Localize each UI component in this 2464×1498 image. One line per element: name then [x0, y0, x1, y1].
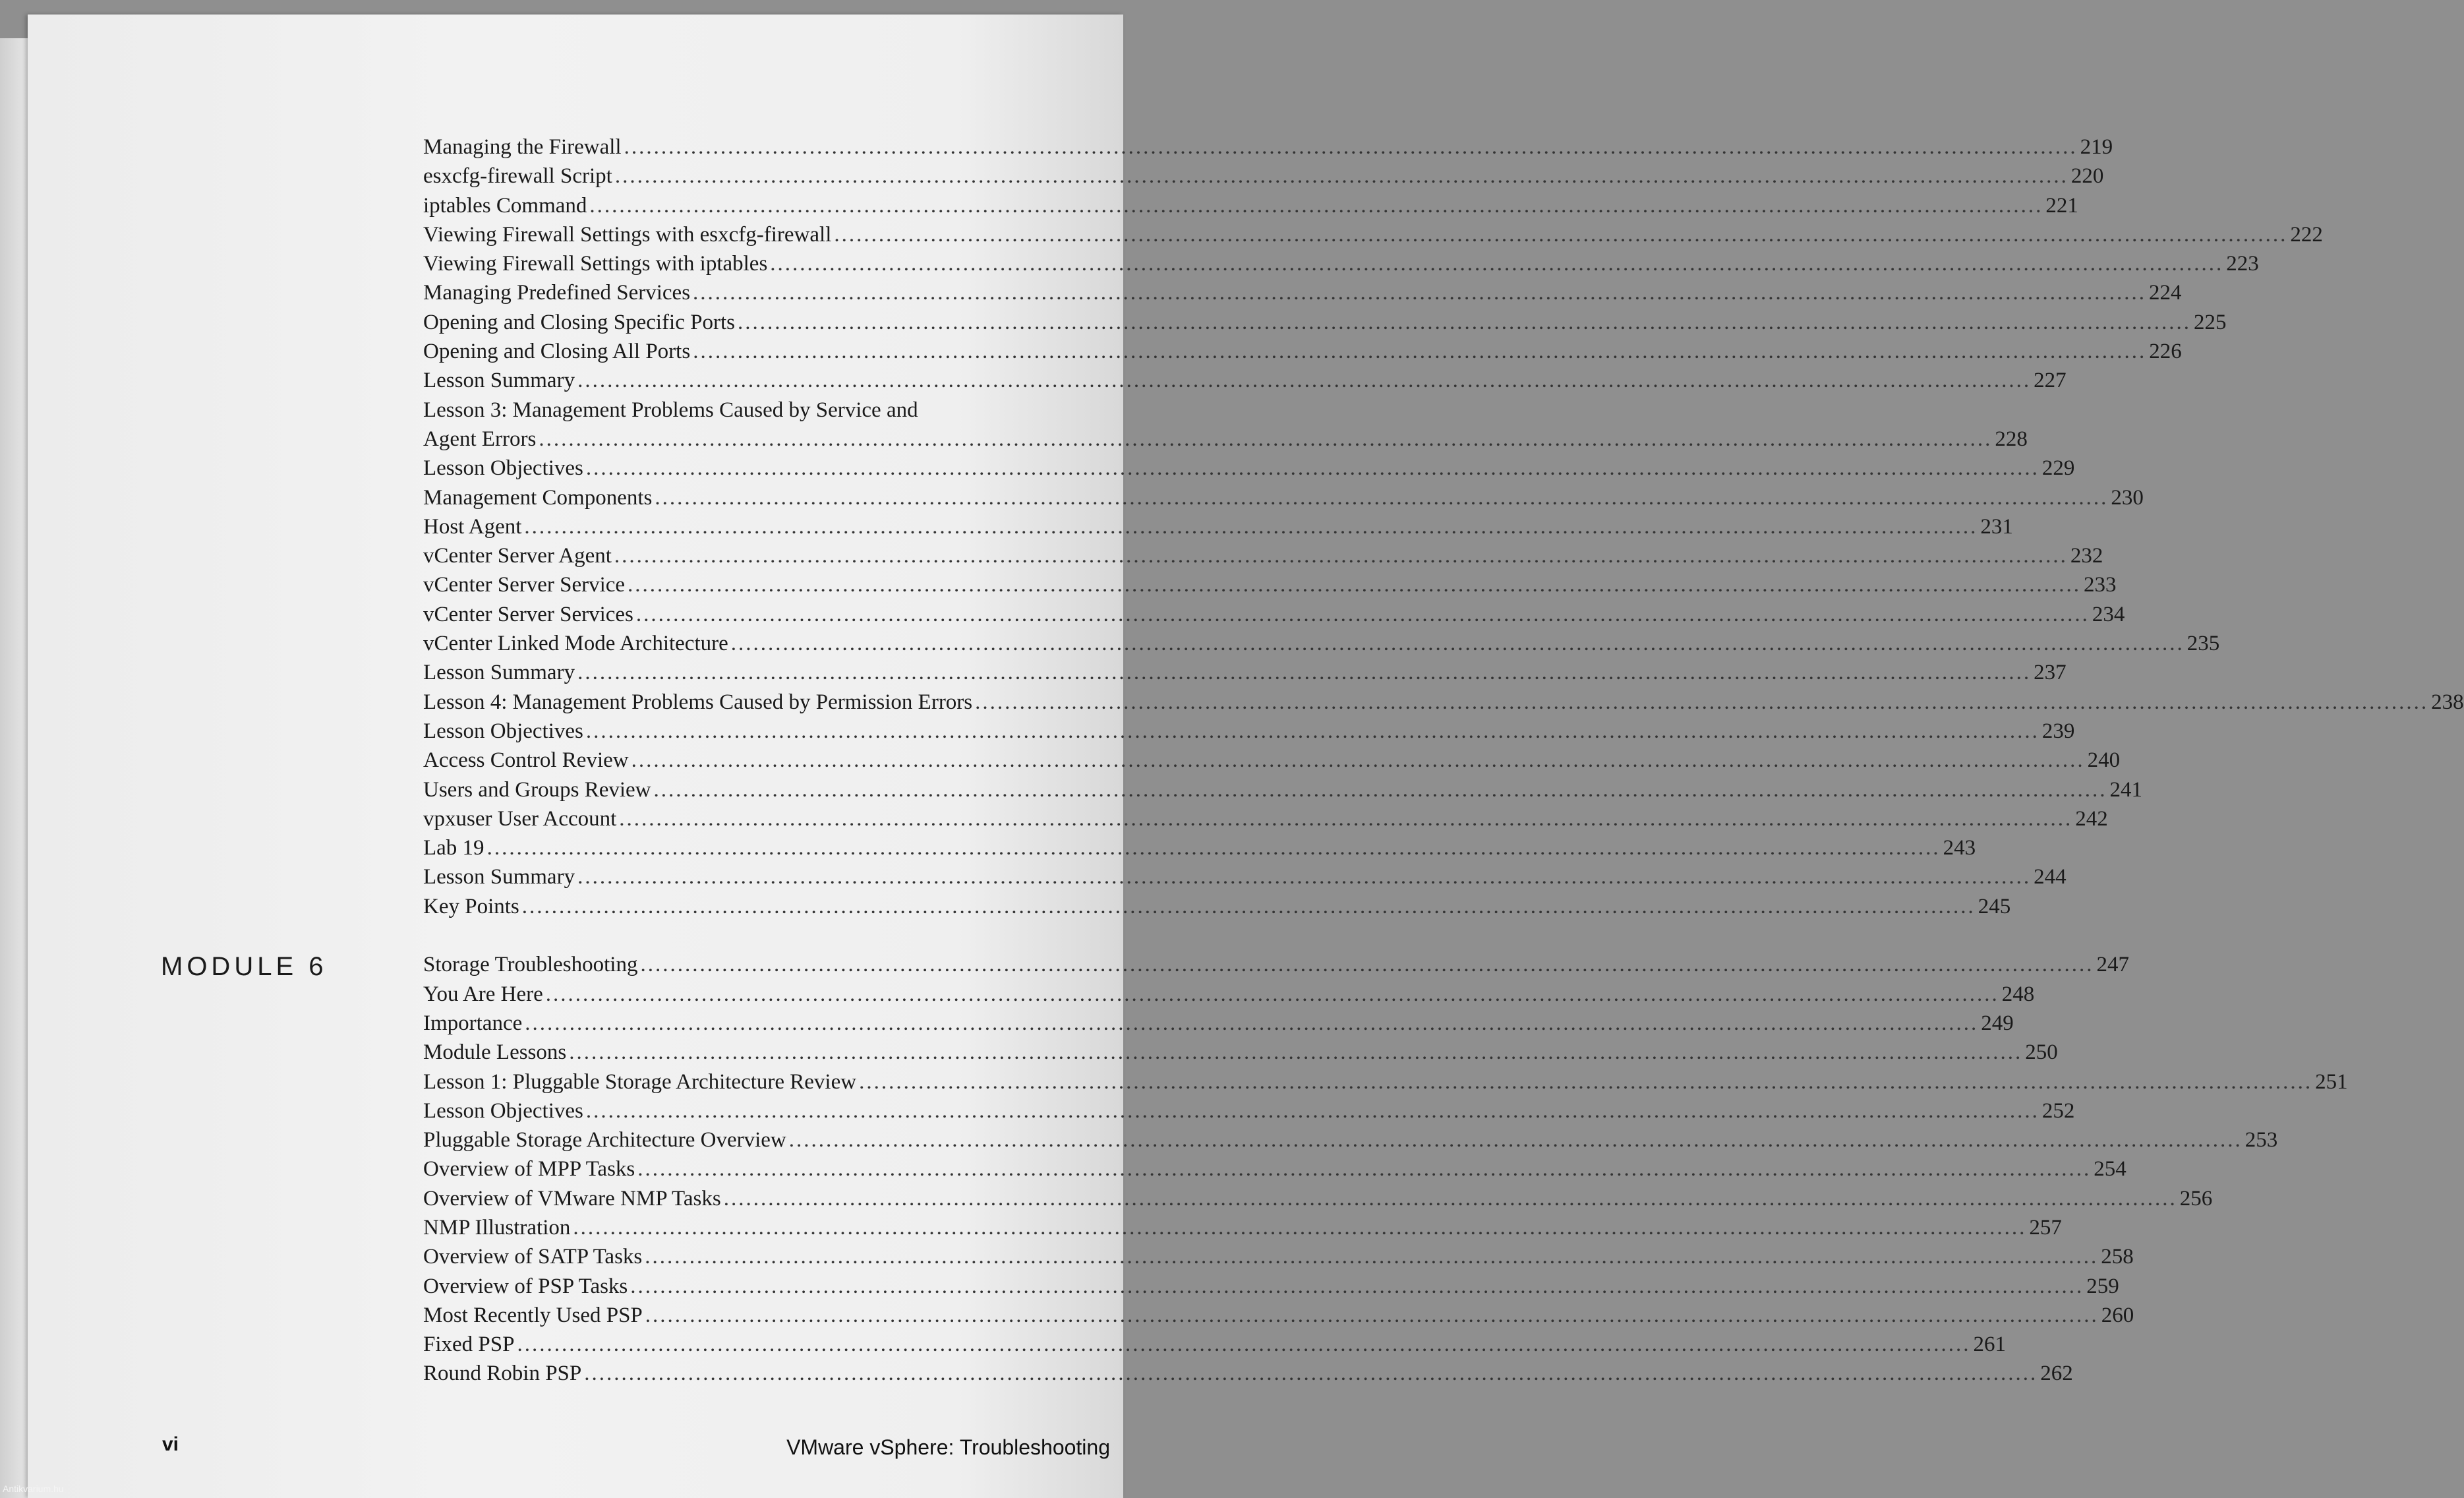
toc-leader-dots — [628, 573, 2081, 597]
toc-entry-page: 237 — [2034, 661, 2067, 685]
module-heading: MODULE 6 — [161, 952, 328, 981]
toc-entry-title: Lesson Summary — [423, 865, 575, 889]
toc-entry-title: vCenter Server Service — [423, 573, 626, 597]
toc-entry-page: 221 — [2045, 193, 2078, 218]
toc-leader-dots — [770, 252, 2223, 276]
toc-entry-title: Key Points — [423, 894, 519, 918]
toc-entry-title: Pluggable Storage Architecture Overview — [423, 1128, 786, 1153]
toc-entry-title: vCenter Server Services — [423, 602, 633, 626]
toc-entry — [423, 602, 2125, 632]
toc-entry-page: 234 — [2092, 602, 2125, 626]
toc-list-continued — [423, 135, 2464, 924]
toc-entry-title: Overview of VMware NMP Tasks — [423, 1186, 721, 1211]
toc-leader-dots — [636, 603, 2090, 627]
toc-entry — [423, 1362, 2073, 1391]
toc-leader-dots — [859, 1070, 2312, 1094]
toc-leader-dots — [630, 1274, 2084, 1299]
page-number: vi — [162, 1433, 179, 1455]
toc-entry — [423, 1040, 2058, 1069]
toc-entry — [423, 836, 1976, 865]
toc-leader-dots — [693, 340, 2146, 364]
toc-entry-page: 252 — [2041, 1098, 2075, 1123]
toc-entry-page: 254 — [2094, 1157, 2127, 1182]
toc-entry-page: 222 — [2290, 222, 2323, 247]
toc-entry — [423, 1303, 2134, 1333]
toc-leader-dots — [569, 1040, 2022, 1065]
toc-leader-dots — [615, 164, 2068, 189]
toc-entry-title: vCenter Server Agent — [423, 544, 612, 568]
toc-entry — [423, 1274, 2119, 1303]
toc-entry-page: 250 — [2025, 1040, 2058, 1065]
toc-entry — [423, 222, 2323, 252]
toc-leader-dots — [738, 311, 2191, 335]
toc-entry-title: Overview of PSP Tasks — [423, 1274, 628, 1298]
toc-leader-dots — [573, 1216, 2026, 1240]
toc-entry-title: Storage Troubleshooting — [423, 953, 638, 977]
toc-entry-page: 227 — [2034, 369, 2067, 393]
toc-entry — [423, 427, 2028, 456]
toc-entry-page: 244 — [2034, 865, 2067, 889]
section-gap — [423, 924, 1139, 953]
toc-entry-page: 232 — [2070, 544, 2103, 568]
toc-leader-dots — [584, 1362, 2038, 1386]
toc-entry-page: 261 — [1973, 1333, 2006, 1357]
toc-entry-title: Users and Groups Review — [423, 777, 651, 802]
toc-entry-title: iptables Command — [423, 193, 587, 218]
toc-entry-title: Management Components — [423, 485, 653, 510]
toc-entry — [423, 1128, 2278, 1157]
toc-entry-title: Lesson Objectives — [423, 1098, 583, 1123]
toc-entry-page: 228 — [1995, 427, 2028, 451]
toc-leader-dots — [525, 1011, 1978, 1036]
toc-leader-dots — [586, 1099, 2039, 1124]
toc-leader-dots — [724, 1187, 2177, 1211]
toc-entry — [423, 894, 2011, 924]
toc-leader-dots — [693, 281, 2146, 305]
toc-leader-dots — [577, 369, 2031, 393]
toc-entry — [423, 340, 2182, 369]
toc-entry-page: 256 — [2179, 1186, 2213, 1211]
toc-leader-dots — [487, 836, 1941, 860]
toc-entry-title: Importance — [423, 1011, 523, 1035]
toc-entry-page: 243 — [1943, 836, 1976, 860]
book-page — [28, 15, 2464, 1498]
toc-leader-dots — [631, 748, 2085, 773]
toc-entry-page: 253 — [2244, 1128, 2278, 1153]
toc-leader-dots — [517, 1333, 1970, 1357]
toc-entry-title: Overview of SATP Tasks — [423, 1245, 643, 1269]
toc-entry-title: Viewing Firewall Settings with esxcfg-firewall — [423, 222, 832, 247]
toc-entry — [423, 1098, 2075, 1128]
toc-entry — [423, 632, 2220, 661]
toc-entry — [423, 310, 2227, 340]
toc-leader-dots — [731, 632, 2185, 656]
toc-entry — [423, 281, 2182, 310]
toc-entry — [423, 953, 2129, 982]
toc-leader-dots — [577, 661, 2031, 685]
toc-entry-page: 262 — [2040, 1362, 2073, 1386]
toc-leader-dots — [975, 690, 2428, 715]
toc-leader-dots — [789, 1128, 2243, 1153]
toc-entry-page: 258 — [2101, 1245, 2134, 1269]
toc-leader-dots — [654, 778, 2107, 802]
toc-entry-title: Lesson Objectives — [423, 456, 583, 481]
toc-leader-dots — [614, 544, 2068, 568]
toc-entry-page: 248 — [2001, 982, 2035, 1006]
toc-entry — [423, 544, 2103, 573]
toc-entry-page: 247 — [2096, 953, 2129, 977]
toc-entry-title: Agent Errors — [423, 427, 537, 451]
toc-entry-title: Round Robin PSP — [423, 1362, 582, 1386]
toc-entry-title: Lesson 4: Management Problems Caused by Permission Errors — [423, 690, 973, 714]
toc-entry-title: Host Agent — [423, 514, 522, 539]
toc-entry-title: vpxuser User Account — [423, 806, 617, 831]
toc-entry-page: 223 — [2226, 252, 2259, 276]
toc-leader-dots — [624, 135, 2078, 160]
toc-leader-dots — [640, 953, 2094, 977]
toc-entry — [423, 777, 2143, 807]
watermark: Antikvarium.hu — [3, 1483, 64, 1494]
toc-entry-page: 230 — [2111, 485, 2144, 510]
toc-entry-title: vCenter Linked Mode Architecture — [423, 632, 728, 656]
toc-entry-title: Most Recently Used PSP — [423, 1303, 643, 1327]
toc-entry-page: 235 — [2186, 632, 2220, 656]
toc-entry-title: esxcfg-firewall Script — [423, 164, 612, 189]
toc-entry-title: Managing Predefined Services — [423, 281, 691, 305]
toc-entry — [423, 1333, 2006, 1362]
toc-entry-title: Lesson Summary — [423, 369, 575, 393]
toc-entry — [423, 1157, 2127, 1186]
toc-leader-dots — [586, 719, 2039, 744]
toc-entry — [423, 135, 2113, 164]
toc-entry — [423, 252, 2259, 281]
toc-entry — [423, 164, 2104, 193]
toc-entry — [423, 748, 2121, 777]
toc-entry-title: Lesson Summary — [423, 661, 575, 685]
toc-entry — [423, 806, 2108, 836]
toc-entry-title: Managing the Firewall — [423, 135, 622, 159]
toc-entry-page: 257 — [2029, 1215, 2062, 1240]
toc-entry-title: Lesson 1: Pluggable Storage Architecture Review — [423, 1069, 857, 1094]
toc-entry — [423, 1215, 2062, 1245]
toc-entry-page: 260 — [2101, 1303, 2134, 1327]
toc-entry — [423, 514, 2013, 544]
toc-entry-title: Lab 19 — [423, 836, 484, 860]
toc-leader-dots — [539, 427, 1992, 452]
toc-entry-page: 249 — [1981, 1011, 2014, 1035]
toc-entry-title: NMP Illustration — [423, 1215, 571, 1240]
underlying-sheet — [0, 38, 28, 1498]
toc-entry-page: 233 — [2084, 573, 2117, 597]
toc-entry-page: 259 — [2086, 1274, 2119, 1298]
toc-entry-page: 240 — [2087, 748, 2121, 773]
toc-entry — [423, 1245, 2134, 1274]
toc-entry — [423, 1186, 2213, 1216]
running-title: VMware vSphere: Troubleshooting — [786, 1435, 1110, 1459]
toc-entry — [423, 193, 2078, 223]
toc-list-module-6 — [423, 953, 2348, 1391]
toc-entry-page: 245 — [1978, 894, 2011, 918]
toc-entry-title: Opening and Closing All Ports — [423, 340, 691, 364]
toc-leader-dots — [655, 486, 2108, 510]
toc-entry-title: Access Control Review — [423, 748, 629, 773]
toc-entry — [423, 1069, 2348, 1099]
toc-entry-page: 226 — [2149, 340, 2182, 364]
toc-leader-dots — [586, 456, 2039, 481]
toc-entry — [423, 661, 2067, 690]
toc-leader-dots — [834, 223, 2287, 247]
toc-entry-page: 242 — [2075, 806, 2108, 831]
toc-leader-dots — [637, 1157, 2091, 1182]
toc-entry — [423, 456, 2075, 485]
toc-leader-dots — [524, 515, 1978, 539]
toc-entry — [423, 398, 1139, 427]
toc-entry-page: 251 — [2315, 1069, 2348, 1094]
toc-leader-dots — [619, 807, 2072, 831]
toc-entry-page: 238 — [2431, 690, 2464, 714]
toc-leader-dots — [546, 982, 1999, 1007]
toc-entry-title: Module Lessons — [423, 1040, 567, 1065]
toc-entry-title: Lesson Objectives — [423, 719, 583, 743]
toc-entry — [423, 982, 2035, 1011]
toc-entry-title: You Are Here — [423, 982, 543, 1006]
toc-entry-title: Lesson 3: Management Problems Caused by Service and — [423, 398, 918, 422]
toc-entry-page: 229 — [2041, 456, 2075, 481]
toc-entry — [423, 690, 2464, 719]
toc-entry — [423, 865, 2067, 894]
toc-entry-page: 224 — [2149, 281, 2182, 305]
toc-entry — [423, 573, 2117, 602]
toc-leader-dots — [589, 194, 2043, 218]
toc-entry — [423, 1011, 2014, 1040]
toc-entry-title: Overview of MPP Tasks — [423, 1157, 635, 1182]
toc-entry-page: 225 — [2193, 310, 2227, 334]
toc-entry-page: 219 — [2080, 135, 2113, 159]
toc-entry-page: 231 — [1980, 514, 2013, 539]
toc-entry-page: 239 — [2041, 719, 2075, 743]
toc-leader-dots — [645, 1245, 2098, 1269]
toc-entry — [423, 369, 2067, 398]
toc-entry — [423, 719, 2075, 748]
toc-entry-page: 220 — [2070, 164, 2104, 189]
toc-entry — [423, 485, 2144, 515]
toc-entry-title: Opening and Closing Specific Ports — [423, 310, 735, 334]
toc-leader-dots — [577, 865, 2031, 889]
toc-leader-dots — [522, 895, 1976, 919]
toc-entry-title: Fixed PSP — [423, 1333, 515, 1357]
toc-entry-page: 241 — [2109, 777, 2143, 802]
toc-entry-title: Viewing Firewall Settings with iptables — [423, 252, 768, 276]
toc-leader-dots — [645, 1303, 2099, 1328]
table-of-contents — [423, 135, 2464, 1391]
